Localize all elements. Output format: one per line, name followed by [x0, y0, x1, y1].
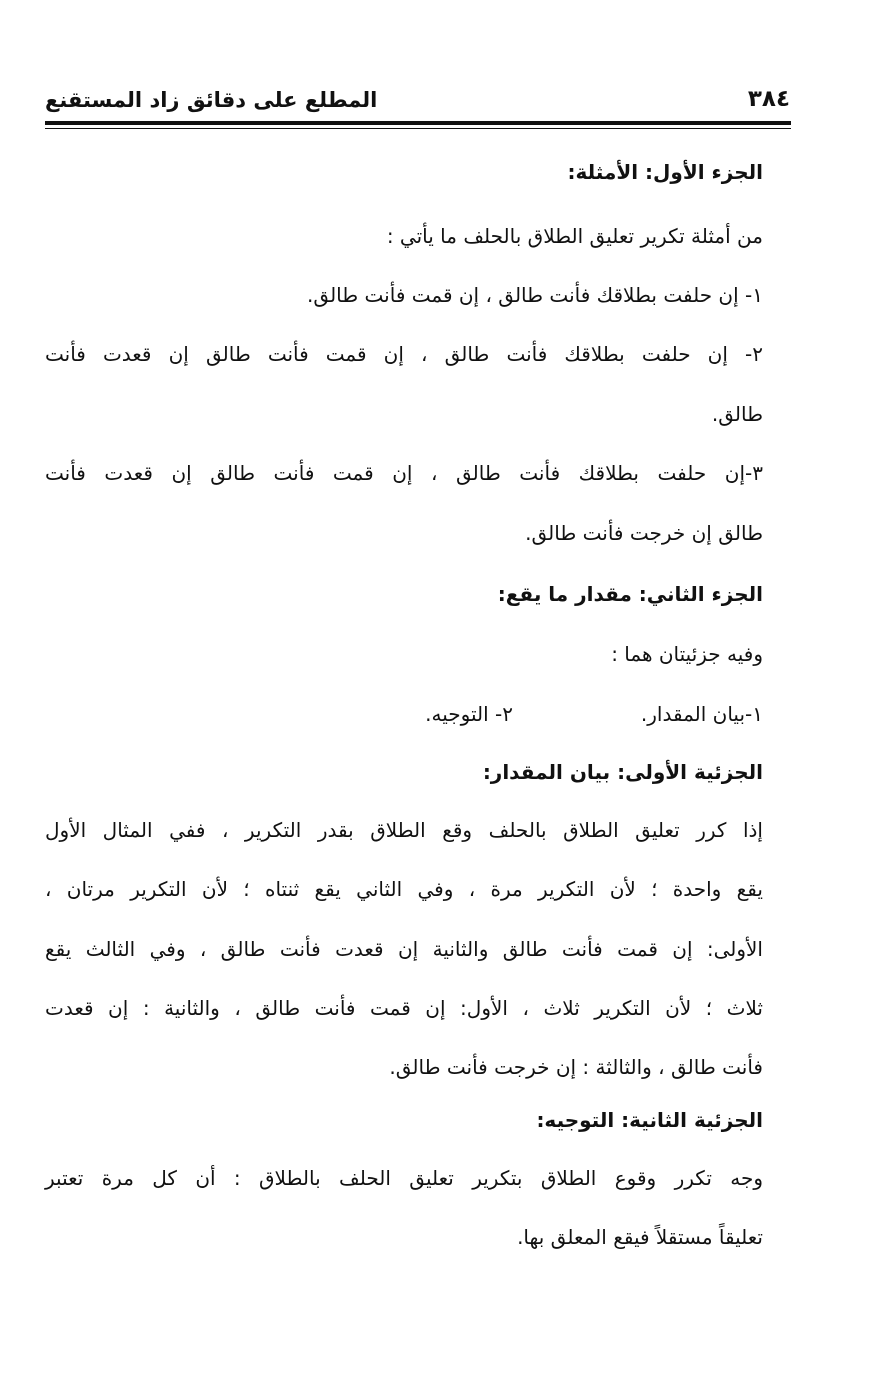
part2-intro: وفيه جزئيتان هما : [611, 642, 763, 666]
sub2-para-line: تعليقاً مستقلاً فيقع المعلق بها. [517, 1225, 763, 1249]
page-header [45, 84, 790, 118]
sub1-heading: الجزئية الأولى: بيان المقدار: [482, 760, 763, 784]
example-2-line-1: ٢- إن حلفت بطلاقك فأنت طالق ، إن قمت فأنت طالق إن قعدت فأنت [45, 342, 763, 366]
sub1-para-line: الأولى: إن قمت فأنت طالق والثانية إن قعدت فأنت طالق ، وفي الثالث يقع [45, 937, 763, 961]
sub1-para-line: يقع واحدة ؛ لأن التكرير مرة ، وفي الثاني يقع ثنتاه ؛ لأن التكرير مرتان ، [45, 877, 763, 901]
sub1-para-line: فأنت طالق ، والثالثة : إن خرجت فأنت طالق. [389, 1055, 763, 1079]
sub2-para-line: وجه تكرر وقوع الطلاق بتكرير تعليق الحلف بالطلاق : أن كل مرة تعتبر [45, 1166, 763, 1190]
header-rule-thin [45, 128, 791, 129]
running-title: المطلع على دقائق زاد المستقنع [45, 88, 378, 112]
example-3-line-1: ٣-إن حلفت بطلاقك فأنت طالق ، إن قمت فأنت طالق إن قعدت فأنت [45, 461, 763, 485]
sub1-para-line: إذا كرر تعليق الطلاق بالحلف وقع الطلاق بقدر التكرير ، ففي المثال الأول [45, 818, 763, 842]
example-1: ١- إن حلفت بطلاقك فأنت طالق ، إن قمت فأنت طالق. [307, 283, 763, 307]
part1-heading: الجزء الأول: الأمثلة: [567, 160, 763, 184]
part2-item-2: ٢- التوجيه. [425, 702, 513, 726]
header-rule-thick [45, 121, 791, 125]
example-3-line-2: طالق إن خرجت فأنت طالق. [525, 521, 763, 545]
sub2-heading: الجزئية الثانية: التوجيه: [536, 1108, 763, 1132]
part2-item-1: ١-بيان المقدار. [640, 702, 763, 726]
sub1-para-line: ثلاث ؛ لأن التكرير ثلاث ، الأول: إن قمت فأنت طالق ، والثانية : إن قعدت [45, 996, 763, 1020]
page-number: ٣٨٤ [747, 86, 790, 112]
part2-heading: الجزء الثاني: مقدار ما يقع: [497, 582, 763, 606]
part1-intro: من أمثلة تكرير تعليق الطلاق بالحلف ما يأتي : [386, 224, 763, 248]
example-2-line-2: طالق. [711, 402, 763, 426]
